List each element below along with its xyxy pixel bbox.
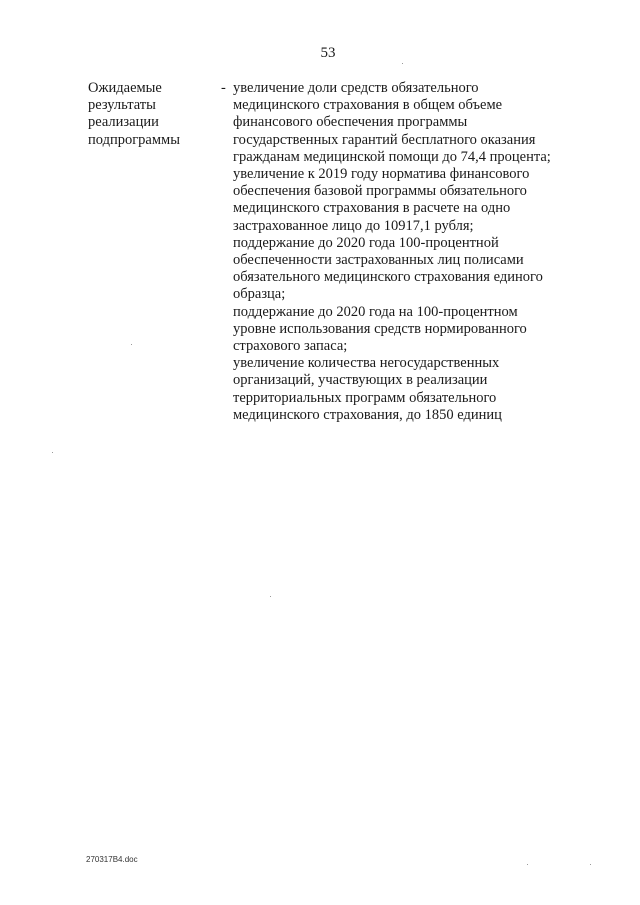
section-label-line: подпрограммы [88, 131, 180, 148]
content-line: обеспечения базовой программы обязательного [233, 183, 527, 200]
separator-dash: - [221, 80, 226, 96]
content-line: поддержание до 2020 года на 100-процентном [233, 303, 518, 320]
content-line: организаций, участвующих в реализации [233, 372, 488, 389]
content-line: медицинского страхования в расчете на одно [233, 200, 511, 217]
content-line: обязательного медицинского страхования единого [233, 269, 543, 286]
content-line: обеспеченности застрахованных лиц полисами [233, 252, 524, 269]
section-label [88, 80, 213, 149]
scan-speck [527, 864, 528, 865]
content-line: увеличение количества негосударственных [233, 355, 500, 372]
content-line: увеличение к 2019 году норматива финансового [233, 166, 530, 183]
content-line: поддержание до 2020 года 100-процентной [233, 234, 499, 251]
content-line: медицинского страхования в общем объеме [233, 97, 503, 114]
content-line: уровне использования средств нормированного [233, 320, 527, 337]
section-label-line: Ожидаемые [88, 80, 162, 96]
content-line: медицинского страхования, до 1850 единиц [233, 406, 502, 423]
content-line: финансового обеспечения программы [233, 114, 468, 131]
section-label-line: результаты [88, 97, 156, 114]
section-label-line: реализации [88, 114, 159, 131]
scan-speck [270, 596, 271, 597]
scan-speck [52, 452, 53, 453]
scan-speck [131, 344, 132, 345]
content-line: застрахованное лицо до 10917,1 рубля; [233, 217, 474, 234]
content-line: образца; [233, 286, 286, 303]
scan-speck [402, 63, 403, 64]
content-line: территориальных программ обязательного [233, 389, 497, 406]
content-line: увеличение доли средств обязательного [233, 80, 479, 96]
footer-file-name: 270317B4.doc [86, 855, 138, 864]
content-line: гражданам медицинской помощи до 74,4 процента; [233, 148, 551, 165]
content-line: страхового запаса; [233, 338, 348, 355]
section-content [233, 80, 573, 424]
scan-speck [590, 864, 591, 865]
content-line: государственных гарантий бесплатного оказания [233, 131, 536, 148]
page-number: 53 [320, 45, 336, 61]
